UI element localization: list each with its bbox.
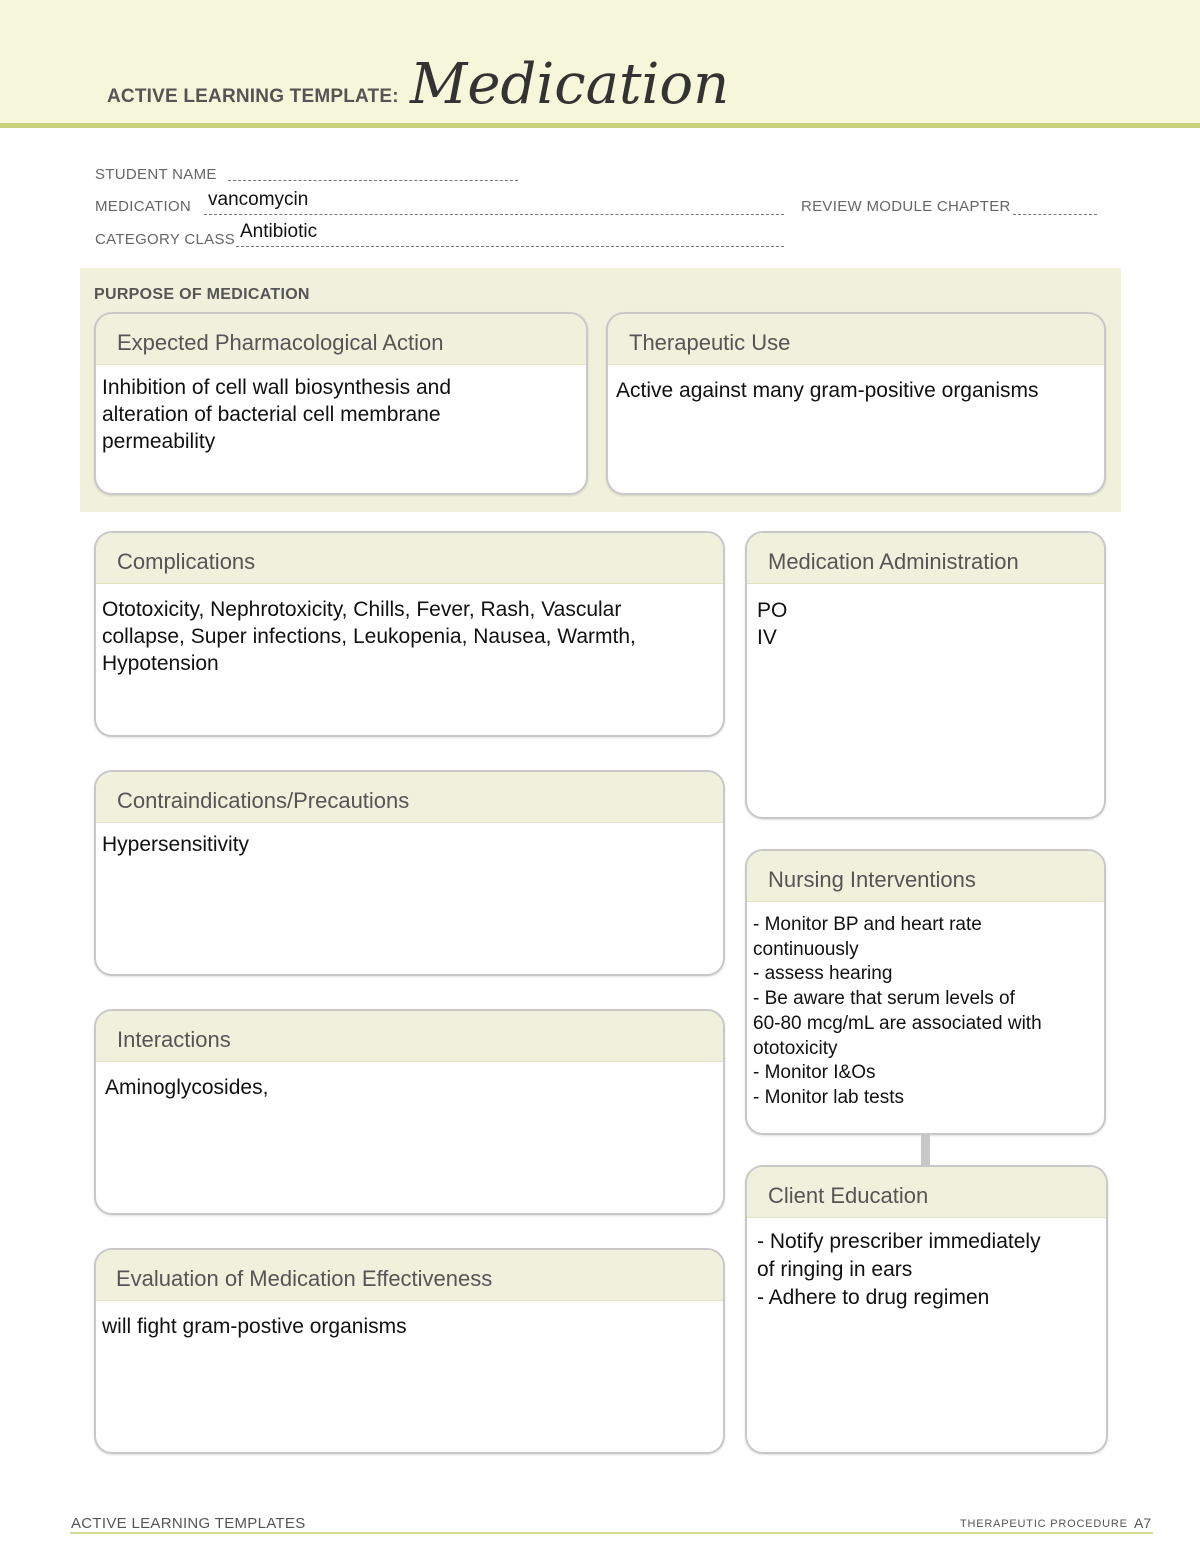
interactions-content[interactable]: Aminoglycosides, bbox=[105, 1076, 269, 1099]
interactions-title: Interactions bbox=[96, 1011, 723, 1062]
interactions-box bbox=[94, 1009, 725, 1215]
therapeutic-use-title: Therapeutic Use bbox=[608, 314, 1104, 365]
category-class-value: Antibiotic bbox=[240, 221, 318, 242]
footer-right-label: THERAPEUTIC PROCEDURE bbox=[960, 1518, 1128, 1530]
contraindications-title: Contraindications/Precautions bbox=[96, 772, 723, 823]
therapeutic-use-box bbox=[606, 312, 1106, 495]
contraindications-box bbox=[94, 770, 725, 976]
evaluation-content[interactable]: will fight gram-postive organisms bbox=[102, 1315, 407, 1338]
complications-content[interactable]: Ototoxicity, Nephrotoxicity, Chills, Fever, Rash, Vascular collapse, Super infections, Leukopenia, Nausea, Warmth, Hypotension bbox=[102, 598, 636, 675]
evaluation-title: Evaluation of Medication Effectiveness bbox=[96, 1250, 723, 1301]
evaluation-box bbox=[94, 1248, 725, 1454]
medication-administration-box bbox=[745, 531, 1106, 819]
expected-action-content[interactable]: Inhibition of cell wall biosynthesis and alteration of bacterial cell membrane permeability bbox=[102, 376, 452, 453]
therapeutic-use-content[interactable]: Active against many gram-positive organisms bbox=[616, 379, 1039, 402]
expected-action-box bbox=[94, 312, 588, 495]
template-title: Medication bbox=[410, 52, 730, 117]
medication-label: MEDICATION bbox=[95, 198, 192, 215]
box-connector bbox=[921, 1133, 930, 1166]
nursing-interventions-content[interactable]: - Monitor BP and heart rate continuously - assess hearing - Be aware that serum levels of 60-80 mcg/mL are associated with ototoxicity - Monitor I&Os - Monitor lab tests bbox=[753, 914, 1042, 1108]
category-class-field[interactable] bbox=[236, 246, 784, 247]
review-module-field[interactable] bbox=[1013, 214, 1097, 215]
nursing-interventions-title: Nursing Interventions bbox=[747, 851, 1104, 902]
medication-field[interactable] bbox=[204, 214, 784, 215]
client-education-title: Client Education bbox=[747, 1167, 1106, 1218]
student-name-label: STUDENT NAME bbox=[95, 166, 217, 183]
medication-value: vancomycin bbox=[208, 189, 309, 210]
complications-title: Complications bbox=[96, 533, 723, 584]
review-module-label: REVIEW MODULE CHAPTER bbox=[801, 198, 1011, 215]
student-name-field[interactable] bbox=[228, 180, 518, 181]
complications-box bbox=[94, 531, 725, 737]
footer-page-number: A7 bbox=[1134, 1515, 1152, 1531]
client-education-content[interactable]: - Notify prescriber immediately of ringing in ears - Adhere to drug regimen bbox=[757, 1230, 1041, 1309]
medication-administration-content[interactable]: PO IV bbox=[757, 599, 788, 649]
template-label: ACTIVE LEARNING TEMPLATE: bbox=[107, 86, 399, 107]
purpose-label: PURPOSE OF MEDICATION bbox=[94, 286, 310, 303]
footer-left-label: ACTIVE LEARNING TEMPLATES bbox=[71, 1515, 306, 1532]
medication-administration-title: Medication Administration bbox=[747, 533, 1104, 584]
nursing-interventions-box bbox=[745, 849, 1106, 1135]
footer-divider bbox=[70, 1532, 1153, 1534]
contraindications-content[interactable]: Hypersensitivity bbox=[102, 833, 250, 856]
client-education-box bbox=[745, 1165, 1108, 1454]
expected-action-title: Expected Pharmacological Action bbox=[96, 314, 586, 365]
header-divider bbox=[0, 123, 1200, 128]
category-class-label: CATEGORY CLASS bbox=[95, 231, 236, 248]
